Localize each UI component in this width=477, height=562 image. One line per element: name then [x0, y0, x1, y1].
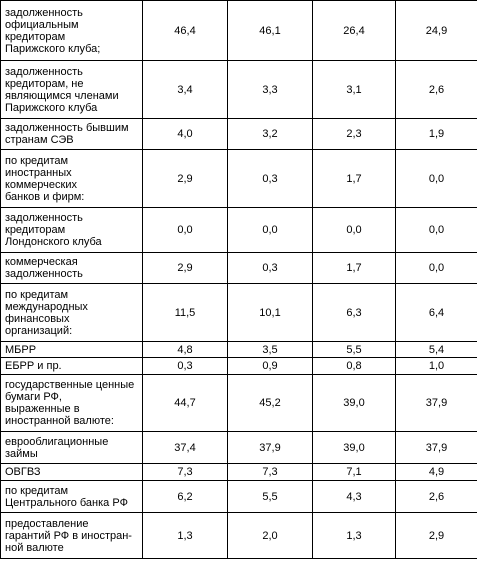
- row-label-cell: [1, 375, 143, 432]
- value-cell: 3,4: [143, 61, 228, 119]
- value-cell: 4,8: [143, 342, 228, 358]
- value-cell: 10,1: [228, 284, 313, 342]
- row-label-cell: [1, 481, 143, 513]
- value-cell: 2,9: [396, 513, 477, 559]
- value-cell: 2,6: [396, 61, 477, 119]
- row-label-cell: [1, 513, 143, 559]
- row-label: по кредитам Центрального банка РФ: [5, 484, 128, 509]
- row-label: еврооблигационные займы: [5, 435, 109, 460]
- table-row: [1, 464, 477, 481]
- value-cell: 24,9: [396, 1, 477, 61]
- row-label: предоставление гарантий РФ в иностран- ной валюте: [5, 517, 132, 554]
- row-label-cell: [1, 61, 143, 119]
- value-cell: 0,3: [228, 150, 313, 208]
- value-cell: 6,4: [396, 284, 477, 342]
- value-cell: 1,7: [313, 253, 396, 284]
- value-cell: 0,9: [228, 358, 313, 375]
- row-label-cell: [1, 284, 143, 342]
- value-cell: 0,0: [396, 208, 477, 253]
- value-cell: 26,4: [313, 1, 396, 61]
- value-cell: 2,3: [313, 119, 396, 150]
- row-label: по кредитам международных финансовых организаций:: [5, 288, 88, 337]
- value-cell: 2,9: [143, 253, 228, 284]
- value-cell: 7,3: [143, 464, 228, 481]
- value-cell: 0,0: [396, 150, 477, 208]
- row-label: задолженность официальным кредиторам Парижского клуба;: [5, 6, 101, 55]
- value-cell: 7,1: [313, 464, 396, 481]
- value-cell: 3,3: [228, 61, 313, 119]
- value-cell: 5,5: [313, 342, 396, 358]
- table-row: [1, 358, 477, 375]
- value-cell: 1,9: [396, 119, 477, 150]
- value-cell: 4,0: [143, 119, 228, 150]
- value-cell: 3,1: [313, 61, 396, 119]
- row-label: задолженность кредиторам Лондонского клуба: [5, 212, 102, 248]
- row-label-cell: [1, 208, 143, 253]
- value-cell: 0,0: [228, 208, 313, 253]
- value-cell: 6,3: [313, 284, 396, 342]
- row-label: по кредитам иностранных коммерческих банков и фирм:: [5, 154, 85, 203]
- row-label-cell: [1, 1, 143, 61]
- value-cell: 2,9: [143, 150, 228, 208]
- value-cell: 0,8: [313, 358, 396, 375]
- row-label: МБРР: [5, 343, 37, 356]
- row-label-cell: [1, 150, 143, 208]
- row-label-cell: [1, 464, 143, 481]
- table-row: [1, 481, 477, 513]
- value-cell: 0,3: [228, 253, 313, 284]
- table-row: [1, 432, 477, 464]
- value-cell: 0,0: [396, 253, 477, 284]
- row-label-cell: [1, 253, 143, 284]
- row-label: ЕБРР и пр.: [5, 360, 62, 372]
- value-cell: 3,5: [228, 342, 313, 358]
- value-cell: 37,9: [396, 375, 477, 432]
- table-row: [1, 342, 477, 358]
- value-cell: 2,0: [228, 513, 313, 559]
- row-label: коммерческая задолженность: [5, 256, 83, 280]
- value-cell: 44,7: [143, 375, 228, 432]
- row-label: государственные ценные бумаги РФ, выраженные в иностранной валюте:: [5, 379, 135, 427]
- row-label-cell: [1, 358, 143, 375]
- value-cell: 37,9: [396, 432, 477, 464]
- table-row: [1, 150, 477, 208]
- row-label-cell: [1, 432, 143, 464]
- row-label-cell: [1, 342, 143, 358]
- value-cell: 1,7: [313, 150, 396, 208]
- table-row: [1, 375, 477, 432]
- table-row: [1, 253, 477, 284]
- value-cell: 45,2: [228, 375, 313, 432]
- value-cell: 3,2: [228, 119, 313, 150]
- value-cell: 46,1: [228, 1, 313, 61]
- value-cell: 5,5: [228, 481, 313, 513]
- value-cell: 0,3: [143, 358, 228, 375]
- value-cell: 1,0: [396, 358, 477, 375]
- table-row: [1, 208, 477, 253]
- value-cell: 37,4: [143, 432, 228, 464]
- value-cell: 46,4: [143, 1, 228, 61]
- table-row: [1, 61, 477, 119]
- value-cell: 37,9: [228, 432, 313, 464]
- value-cell: 39,0: [313, 375, 396, 432]
- debt-table-body: [1, 1, 477, 559]
- value-cell: 11,5: [143, 284, 228, 342]
- value-cell: 1,3: [143, 513, 228, 559]
- table-row: [1, 513, 477, 559]
- row-label: ОВГВЗ: [5, 466, 41, 478]
- row-label-cell: [1, 119, 143, 150]
- value-cell: 6,2: [143, 481, 228, 513]
- table-row: [1, 1, 477, 61]
- value-cell: 1,3: [313, 513, 396, 559]
- row-label: задолженность бывшим странам СЭВ: [5, 122, 129, 146]
- value-cell: 5,4: [396, 342, 477, 358]
- table-row: [1, 119, 477, 150]
- value-cell: 4,9: [396, 464, 477, 481]
- table-row: [1, 284, 477, 342]
- value-cell: 2,6: [396, 481, 477, 513]
- value-cell: 0,0: [313, 208, 396, 253]
- value-cell: 7,3: [228, 464, 313, 481]
- value-cell: 39,0: [313, 432, 396, 464]
- value-cell: 4,3: [313, 481, 396, 513]
- row-label: задолженность кредиторам, не являющимся членами Парижского клуба: [5, 65, 119, 114]
- value-cell: 0,0: [143, 208, 228, 253]
